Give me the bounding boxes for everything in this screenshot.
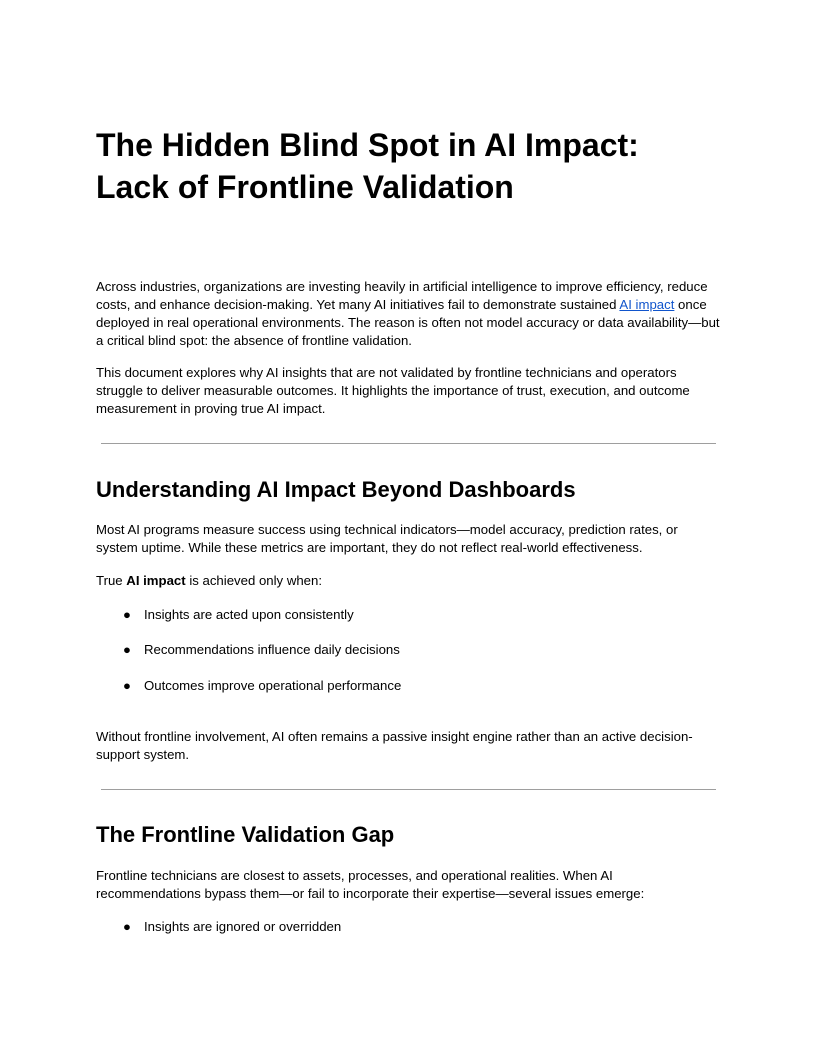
true-suffix: is achieved only when: <box>185 573 323 588</box>
list-item <box>96 606 720 624</box>
bullet-icon: ● <box>123 607 131 622</box>
intro-paragraph-1 <box>96 278 720 350</box>
section1-paragraph-1: Most AI programs measure success using technical indicators—model accuracy, prediction rates, or system uptime. While these metrics are important, they do not reflect real-world effectiveness. <box>96 522 678 555</box>
list-item <box>96 677 720 695</box>
section2-paragraph-1: Frontline technicians are closest to assets, processes, and operational realities. When AI recommendations bypass them—or fail to incorporate their expertise—several issues emerge: <box>96 868 645 901</box>
intro-text-after-link: once deployed in real operational environments. The reason is often not model accuracy or data availability—but a critical blind spot: the absence of frontline validation. <box>96 297 720 348</box>
intro-text-before-link: Across industries, organizations are investing heavily in artificial intelligence to improve efficiency, reduce costs, and enhance decision-making. Yet many AI initiatives fail to demonstrate sustained <box>96 279 708 312</box>
intro-paragraph-2: This document explores why AI insights that are not validated by frontline technicians and operators struggle to deliver measurable outcomes. It highlights the importance of trust, execution, and outcome measurement in proving true AI impact. <box>96 365 690 416</box>
bullet-icon: ● <box>123 642 131 657</box>
section1-paragraph-2 <box>96 572 720 590</box>
ai-impact-link[interactable]: AI impact <box>619 297 675 312</box>
section-heading-understanding: Understanding AI Impact Beyond Dashboards <box>96 477 576 502</box>
list-item-text: Insights are ignored or overridden <box>144 919 342 934</box>
bullet-icon: ● <box>123 919 131 934</box>
list-item <box>96 918 720 936</box>
true-prefix: True <box>96 573 127 588</box>
list-item-text: Outcomes improve operational performance <box>144 678 402 693</box>
bullet-icon: ● <box>123 678 131 693</box>
list-item-text: Recommendations influence daily decisions <box>144 642 400 657</box>
section-heading-frontline-gap: The Frontline Validation Gap <box>96 822 395 847</box>
section-divider <box>101 789 716 790</box>
section-divider <box>101 443 716 444</box>
ai-impact-bold: AI impact <box>126 573 186 588</box>
list-item <box>96 641 720 659</box>
section1-paragraph-3: Without frontline involvement, AI often remains a passive insight engine rather than an active decision-support system. <box>96 729 693 762</box>
list-item-text: Insights are acted upon consistently <box>144 607 354 622</box>
document-title: The Hidden Blind Spot in AI Impact: Lack of Frontline Validation <box>96 127 639 205</box>
